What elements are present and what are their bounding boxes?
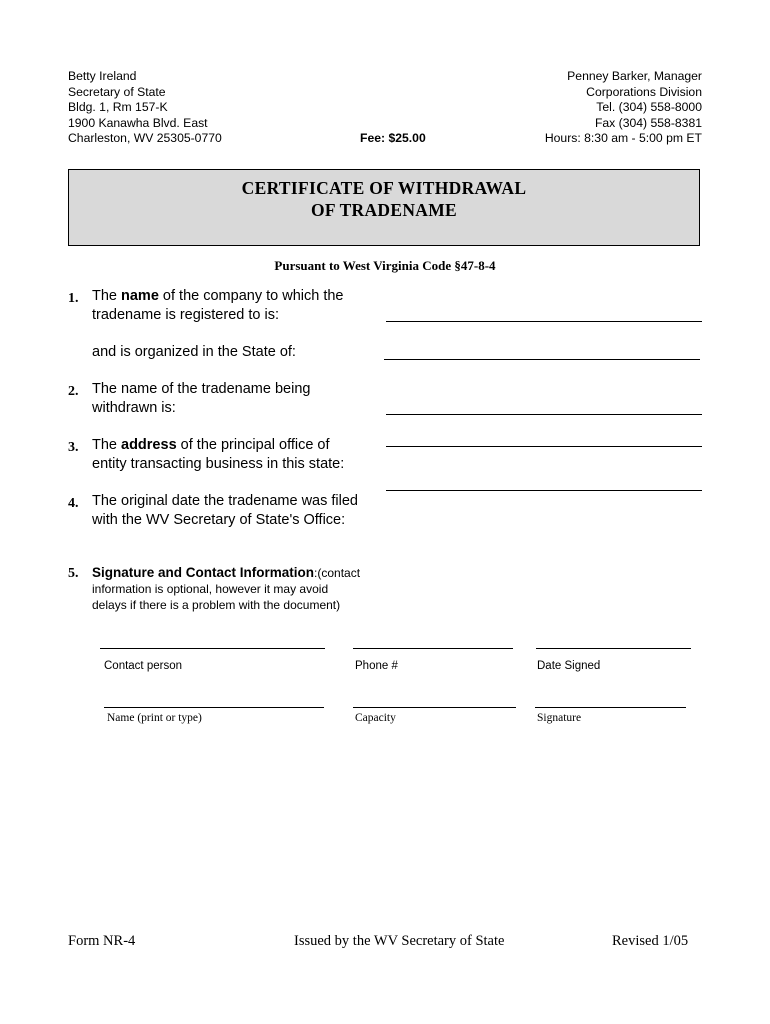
q5-text: Signature and Contact Information:(contact information is optional, however it may avoid delays if there is a problem with the document)	[92, 565, 361, 612]
q4-number: 4.	[68, 496, 79, 511]
tradename-field[interactable]	[386, 414, 702, 415]
fee-label: Fee: $25.00	[360, 131, 426, 145]
name-print-label: Name (print or type)	[107, 712, 202, 724]
capacity-field[interactable]	[353, 707, 516, 708]
form-title-line2: OF TRADENAME	[310, 200, 458, 220]
issued-by: Issued by the WV Secretary of State	[294, 933, 505, 949]
date-signed-label: Date Signed	[537, 660, 601, 672]
contact-person-field[interactable]	[100, 648, 325, 649]
signature-label: Signature	[537, 712, 582, 724]
form-title-line1: CERTIFICATE OF WITHDRAWAL	[241, 178, 527, 198]
secretary-title: Secretary of State	[68, 84, 166, 99]
q3-text: The address of the principal office of entity transacting business in this state:	[92, 437, 345, 472]
q1-number: 1.	[68, 291, 79, 306]
q3-number: 3.	[68, 440, 79, 455]
contact-person-label: Contact person	[104, 660, 182, 672]
q5-number: 5.	[68, 566, 79, 581]
q1-state-text: and is organized in the State of:	[92, 344, 296, 360]
capacity-label: Capacity	[355, 712, 396, 724]
original-filing-date-field[interactable]	[386, 490, 702, 491]
form-number: Form NR-4	[68, 933, 136, 949]
q1-text: The name of the company to which the tradename is registered to is:	[92, 288, 344, 323]
q2-text: The name of the tradename being withdrawn is:	[92, 381, 311, 416]
header-right-block	[545, 69, 702, 147]
statute-reference: Pursuant to West Virginia Code §47-8-4	[274, 258, 496, 273]
signature-field[interactable]	[535, 707, 686, 708]
division-name: Corporations Division	[586, 84, 702, 99]
principal-office-address-field[interactable]	[386, 446, 702, 447]
phone-field[interactable]	[353, 648, 513, 649]
telephone: Tel. (304) 558-8000	[596, 100, 702, 114]
fax: Fax (304) 558-8381	[594, 115, 702, 130]
q4-text: The original date the tradename was filed with the WV Secretary of State's Office:	[92, 493, 358, 528]
q2-number: 2.	[68, 384, 79, 399]
title-box	[68, 169, 700, 246]
office-hours: Hours: 8:30 am - 5:00 pm ET	[544, 131, 702, 145]
date-signed-field[interactable]	[536, 648, 691, 649]
header-left-block	[68, 69, 222, 147]
secretary-name: Betty Ireland	[68, 69, 137, 83]
address-street: 1900 Kanawha Blvd. East	[68, 115, 208, 130]
company-name-field[interactable]	[386, 321, 702, 322]
phone-label: Phone #	[355, 660, 398, 672]
address-building: Bldg. 1, Rm 157-K	[68, 100, 168, 114]
name-print-field[interactable]	[104, 707, 324, 708]
manager-name: Penney Barker, Manager	[567, 69, 702, 83]
address-city: Charleston, WV 25305-0770	[68, 131, 222, 145]
revision-date: Revised 1/05	[612, 933, 689, 949]
state-of-organization-field[interactable]	[384, 359, 700, 360]
